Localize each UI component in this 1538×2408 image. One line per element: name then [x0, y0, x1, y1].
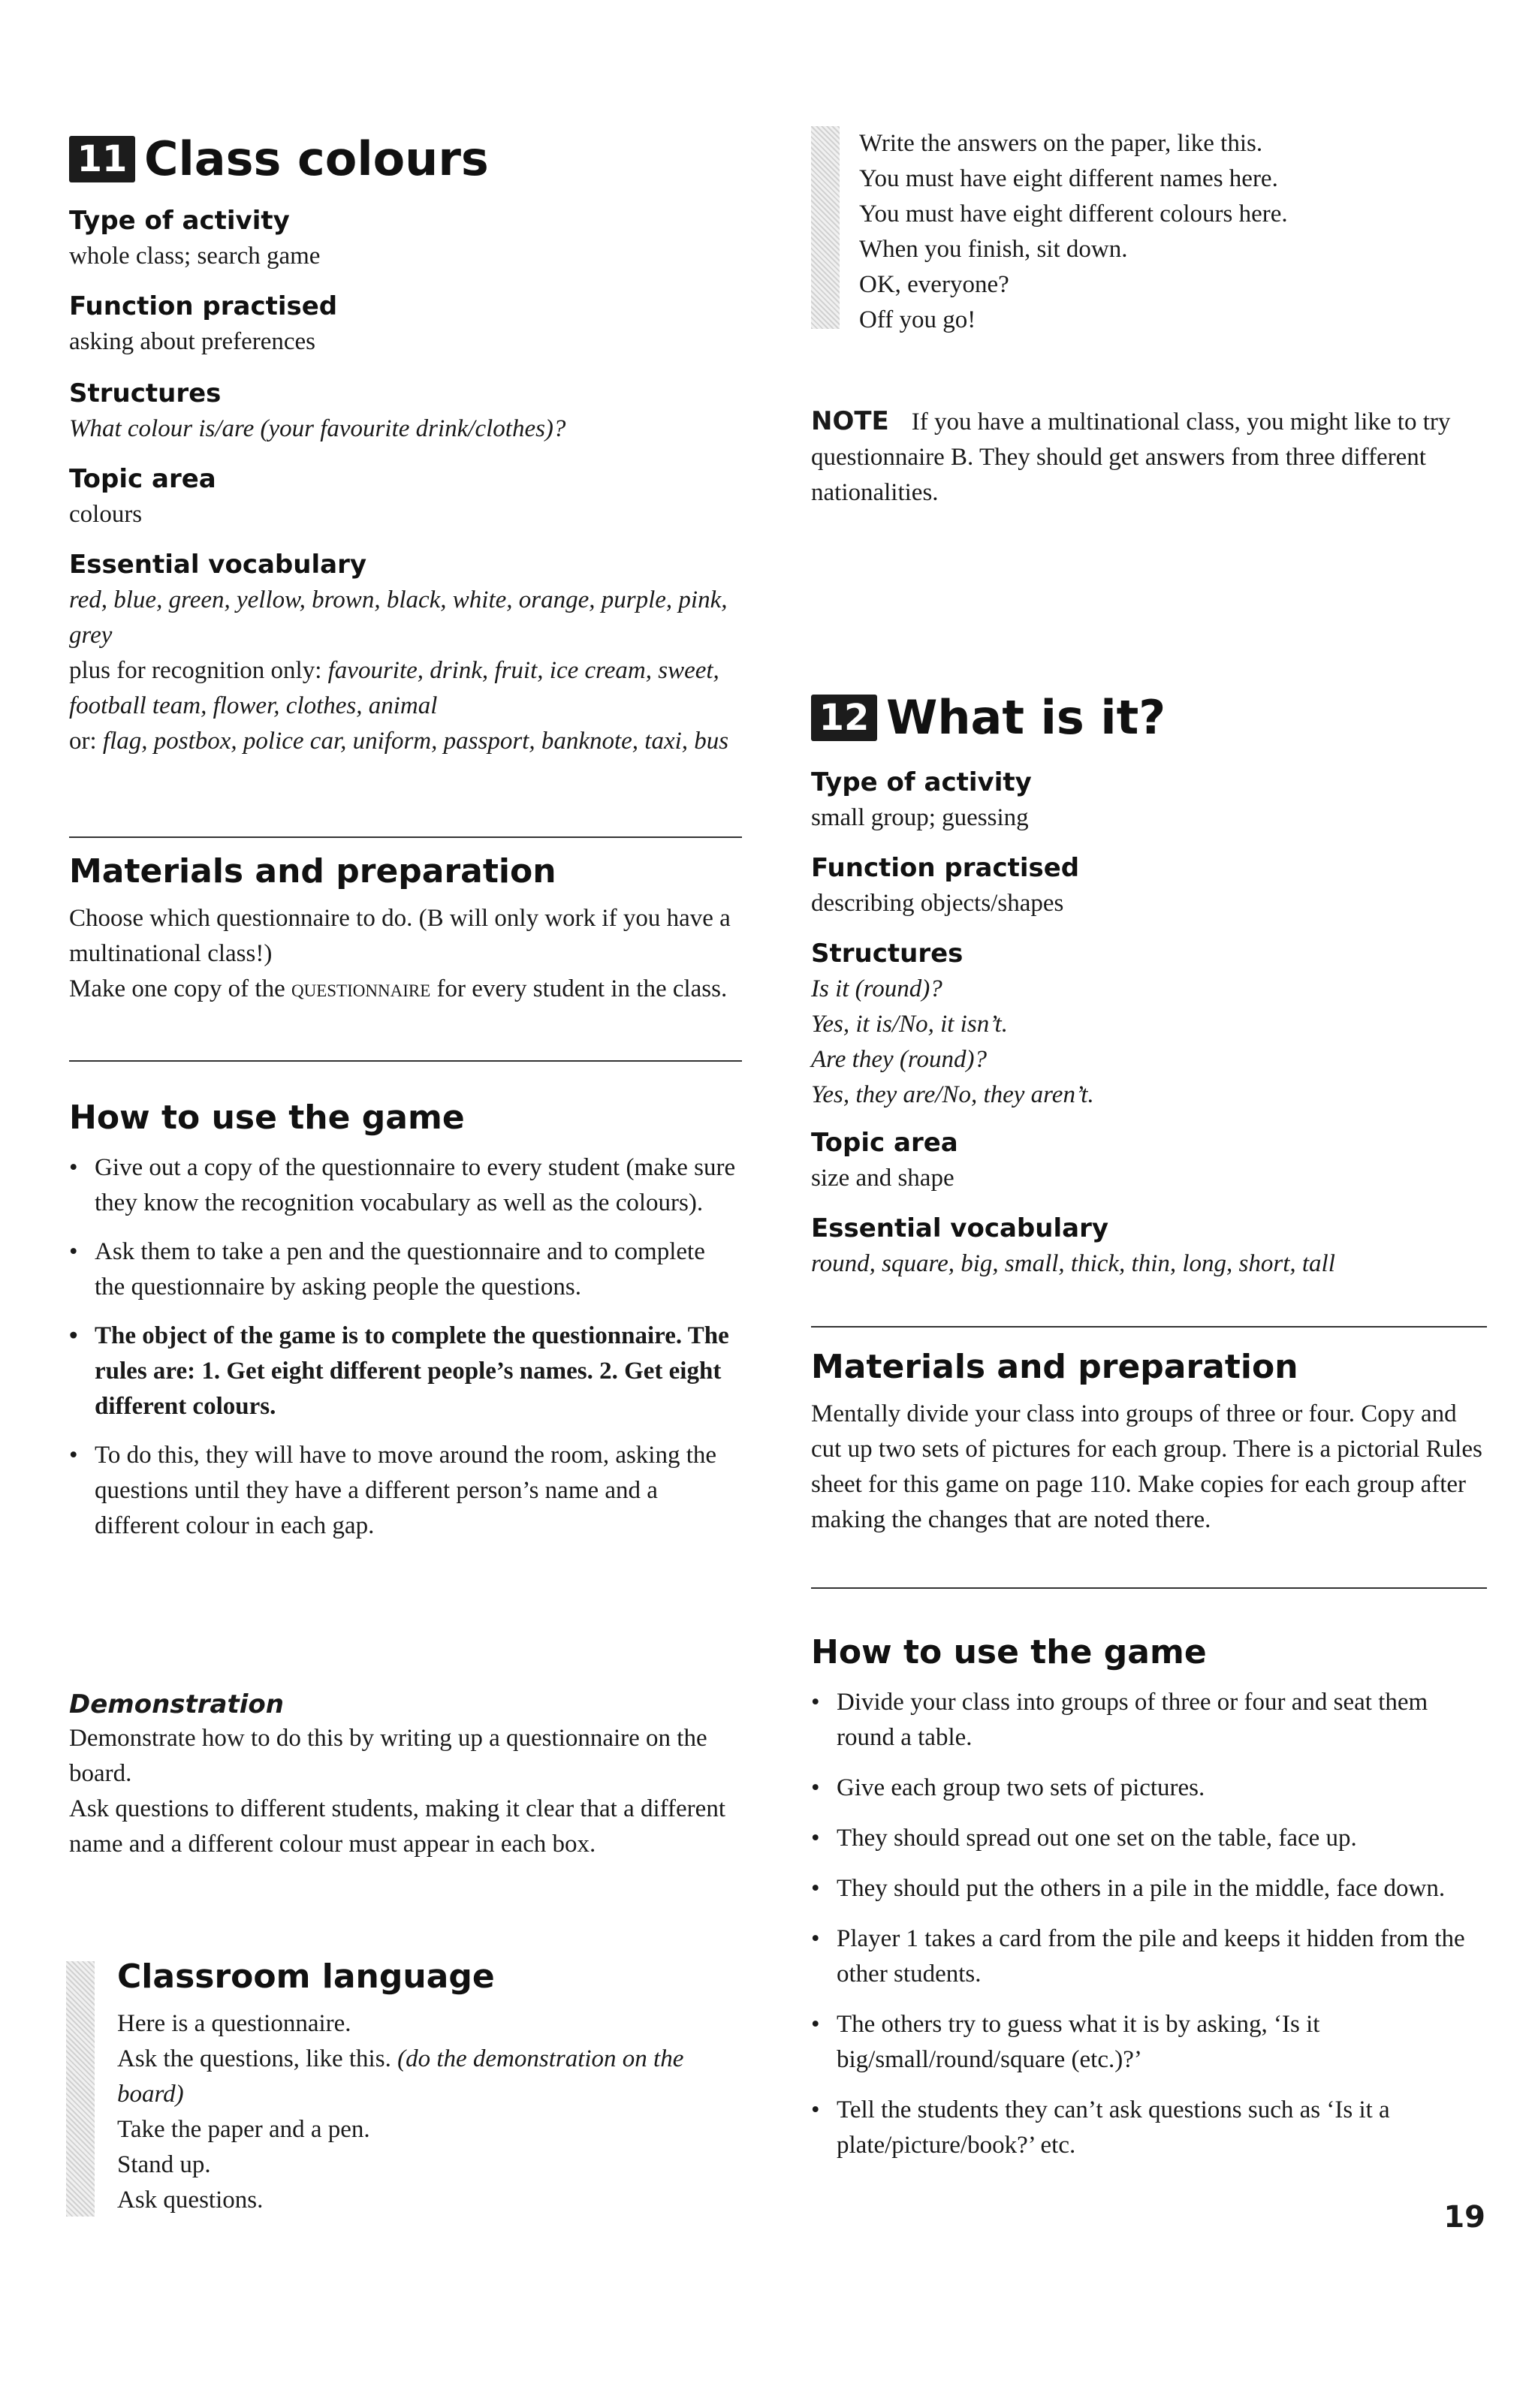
vocab-colours: red, blue, green, yellow, brown, black, white, orange, purple, pink, grey [69, 586, 728, 649]
classroom-line: Stand up. [117, 2151, 211, 2178]
classroom-line: Off you go! [859, 306, 976, 333]
activity-number-badge: 12 [811, 695, 877, 741]
list-item: • They should put the others in a pile in the middle, face down. [811, 1871, 1487, 1906]
activity-title: Class colours [144, 131, 489, 186]
classroom-line: OK, everyone? [859, 271, 1009, 298]
function-practised-label: Function practised [69, 291, 338, 321]
type-of-activity-value: whole class; search game [69, 243, 321, 270]
materials-paragraph-2: Make one copy of the questionnaire for every student in the class. [69, 975, 728, 1002]
topic-area-label: Topic area [69, 464, 216, 494]
demonstration-paragraph-2: Ask questions to different students, making it clear that a different name and a different colour must appear in each box. [69, 1795, 725, 1858]
type-of-activity-label: Type of activity [69, 206, 290, 236]
materials-text: Mentally divide your class into groups of three or four. Copy and cut up two sets of pictures for each group. There is a pictorial Rules sheet for this game on page 110. Make copies for each group after making the changes that are noted there. [811, 1400, 1482, 1533]
function-practised-label: Function practised [811, 853, 1080, 883]
activity-title: What is it? [886, 690, 1166, 745]
section-divider [69, 836, 742, 838]
classroom-line: Here is a questionnaire. [117, 2010, 351, 2037]
classroom-line: Ask the questions, like this. (do the demonstration on the board) [117, 2045, 684, 2108]
classroom-language-text [117, 2006, 740, 2218]
demonstration-text [69, 1721, 737, 1862]
questionnaire-term: questionnaire [291, 975, 431, 1002]
structures-label: Structures [811, 939, 964, 969]
structures-list [811, 972, 1094, 1113]
structure-line: Yes, they are/No, they aren’t. [811, 1081, 1094, 1108]
list-item: • Give each group two sets of pictures. [811, 1771, 1487, 1806]
activity-11-title [69, 129, 489, 189]
list-item: • Divide your class into groups of three or four and seat them round a table. [811, 1685, 1487, 1756]
shaded-margin-bar [811, 126, 840, 329]
essential-vocabulary-value: round, square, big, small, thick, thin, long, short, tall [811, 1250, 1335, 1277]
essential-vocabulary-text [69, 583, 737, 759]
topic-area-value: size and shape [811, 1165, 954, 1192]
topic-area-value: colours [69, 501, 143, 528]
list-item: • The object of the game is to complete the questionnaire. The rules are: 1. Get eight different people’s names. 2. Get eight different colours. [69, 1319, 737, 1424]
structures-label: Structures [69, 378, 222, 408]
classroom-line: Write the answers on the paper, like this. [859, 130, 1263, 157]
list-item: • Ask them to take a pen and the questionnaire and to complete the questionnaire by asking people the questions. [69, 1234, 737, 1305]
list-item: • The others try to guess what it is by asking, ‘Is it big/small/round/square (etc.)?’ [811, 2007, 1487, 2078]
how-to-use-list [69, 1150, 737, 1544]
list-item: • Give out a copy of the questionnaire to every student (make sure they know the recognition vocabulary as well as the colours). [69, 1150, 737, 1221]
materials-text [69, 901, 737, 1007]
classroom-line: You must have eight different colours here. [859, 200, 1288, 228]
structure-line: Is it (round)? [811, 975, 942, 1002]
note-block [811, 404, 1487, 511]
type-of-activity-value: small group; guessing [811, 804, 1029, 831]
section-divider [69, 1060, 742, 1062]
activity-number-badge: 11 [69, 136, 135, 182]
type-of-activity-label: Type of activity [811, 767, 1032, 797]
classroom-line: When you finish, sit down. [859, 236, 1128, 263]
classroom-line: Ask questions. [117, 2186, 264, 2214]
vocab-recognition-items: favourite, drink, fruit, ice cream, sweet, football team, flower, clothes, animal [69, 657, 719, 719]
classroom-language-heading: Classroom language [117, 1957, 495, 1996]
vocab-or-items: flag, postbox, police car, uniform, passport, banknote, taxi, bus [102, 728, 729, 755]
how-to-use-list [811, 1685, 1487, 2163]
structure-line: Are they (round)? [811, 1046, 987, 1073]
function-practised-value: asking about preferences [69, 328, 316, 355]
how-to-use-heading: How to use the game [69, 1099, 465, 1137]
materials-heading: Materials and preparation [69, 852, 556, 891]
topic-area-label: Topic area [811, 1128, 958, 1158]
materials-heading: Materials and preparation [811, 1348, 1298, 1386]
list-item: • Player 1 takes a card from the pile and keeps it hidden from the other students. [811, 1921, 1487, 1992]
materials-paragraph-1: Choose which questionnaire to do. (B will only work if you have a multinational class!) [69, 905, 731, 967]
classroom-line: Take the paper and a pen. [117, 2116, 370, 2143]
shaded-margin-bar [66, 1961, 95, 2217]
note-text: If you have a multinational class, you might like to try questionnaire B. They should get answers from three different nationalities. [811, 408, 1451, 506]
activity-12-title [811, 688, 1166, 748]
essential-vocabulary-label: Essential vocabulary [811, 1213, 1108, 1243]
structures-value: What colour is/are (your favourite drink/clothes)? [69, 415, 566, 442]
how-to-use-heading: How to use the game [811, 1633, 1207, 1671]
function-practised-value: describing objects/shapes [811, 890, 1064, 917]
section-divider [811, 1587, 1487, 1589]
note-tag: NOTE [811, 406, 889, 436]
page-number: 19 [1443, 2200, 1485, 2235]
essential-vocabulary-label: Essential vocabulary [69, 550, 366, 580]
structure-line: Yes, it is/No, it isn’t. [811, 1011, 1008, 1038]
list-item: • Tell the students they can’t ask questions such as ‘Is it a plate/picture/book?’ etc. [811, 2093, 1487, 2163]
demonstration-paragraph-1: Demonstrate how to do this by writing up a questionnaire on the board. [69, 1725, 707, 1787]
classroom-language-continued [859, 126, 1482, 338]
list-item: • They should spread out one set on the table, face up. [811, 1821, 1487, 1856]
classroom-line: You must have eight different names here. [859, 165, 1278, 192]
section-divider [811, 1326, 1487, 1328]
list-item: • To do this, they will have to move around the room, asking the questions until they have a different person’s name and a different colour in each gap. [69, 1438, 737, 1544]
vocab-recognition-prefix: plus for recognition only: [69, 657, 328, 684]
vocab-or-prefix: or: [69, 728, 103, 755]
demonstration-heading: Demonstration [69, 1689, 284, 1719]
